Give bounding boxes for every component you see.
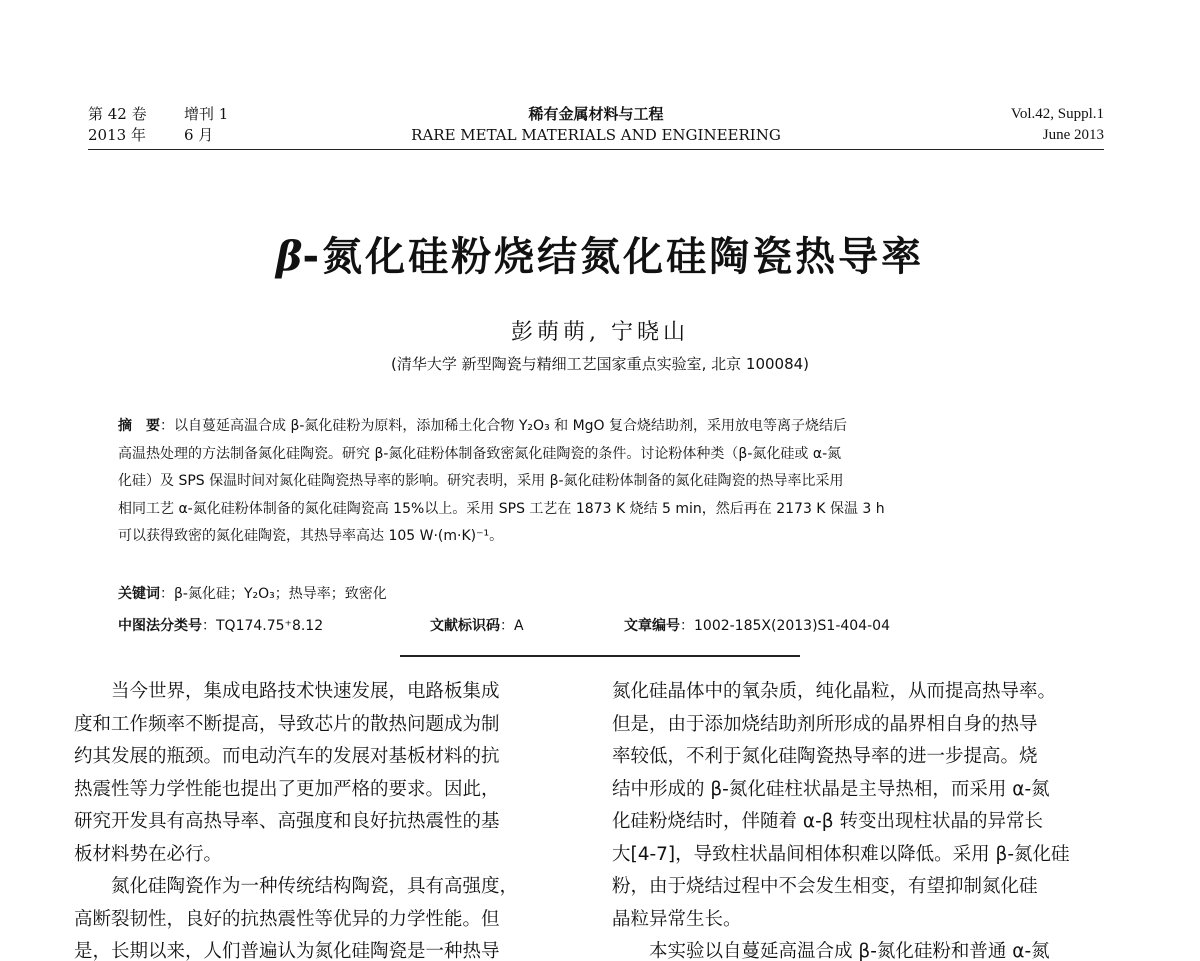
- body-line: 大[4-7]，导致柱状晶间相体积难以降低。采用 β-氮化硅: [612, 843, 1070, 865]
- body-line: 本实验以自蔓延高温合成 β-氮化硅粉和普通 α-氮: [649, 941, 1050, 961]
- keywords-label: 关键词: [118, 586, 160, 602]
- body-line: 约其发展的瓶颈。而电动汽车的发展对基板材料的抗: [74, 746, 500, 767]
- body-line: 结中形成的 β-氮化硅柱状晶是主导热相，而采用 α-氮: [612, 778, 1050, 800]
- header-date-en: June 2013: [1042, 127, 1104, 143]
- article-number-label: 文章编号: [624, 618, 680, 634]
- body-line: 当今世界，集成电路技术快速发展，电路板集成: [111, 681, 500, 702]
- header-issue: 增刊 1: [184, 105, 229, 123]
- section-divider: [400, 655, 800, 657]
- journal-name-en: RARE METAL MATERIALS AND ENGINEERING: [411, 126, 781, 144]
- doc-code-label: 文献标识码: [430, 618, 500, 634]
- abstract: [118, 413, 1063, 551]
- header-volume: 第 42 卷: [88, 105, 147, 123]
- body-line: 高断裂韧性，良好的抗热震性等优异的力学性能。但: [74, 908, 500, 930]
- header-rule: [88, 149, 1104, 150]
- title-text: -氮化硅粉烧结氮化硅陶瓷热导率: [302, 234, 925, 280]
- body-line: 是，长期以来，人们普遍认为氮化硅陶瓷是一种热导: [74, 941, 500, 961]
- doc-code-value: ：A: [500, 618, 524, 634]
- keywords: [118, 583, 387, 603]
- paper-affiliation: (清华大学 新型陶瓷与精细工艺国家重点实验室, 北京 100084): [390, 355, 810, 373]
- body-line: 率较低，不利于氮化硅陶瓷热导率的进一步提高。烧: [612, 746, 1038, 767]
- body-line: 氮化硅陶瓷作为一种传统结构陶瓷，具有高强度，: [111, 876, 519, 897]
- body-line: 度和工作频率不断提高，导致芯片的散热问题成为制: [74, 713, 500, 735]
- body-line: 化硅粉烧结时，伴随着 α-β 转变出现柱状晶的异常长: [612, 811, 1043, 832]
- body-line: 但是，由于添加烧结助剂所形成的晶界相自身的热导: [612, 713, 1038, 735]
- body-line: 研究开发具有高热导率、高强度和良好抗热震性的基: [74, 811, 500, 832]
- paper-authors: 彭萌萌, 宁晓山: [511, 320, 689, 345]
- clc-label: 中图法分类号: [118, 618, 202, 634]
- header-journal: [88, 104, 1104, 146]
- abstract-line: 相同工艺 α-氮化硅粉体制备的氮化硅陶瓷高 15%以上。采用 SPS 工艺在 1873 K 烧结 5 min，然后再在 2173 K 保温 3 h: [118, 500, 885, 517]
- article-number-value: ：1002-185X(2013)S1-404-04: [680, 618, 890, 634]
- abstract-line: 可以获得致密的氮化硅陶瓷，其热导率高达 105 W·(m·K)⁻¹。: [118, 528, 504, 544]
- header-month: 6 月: [184, 126, 214, 144]
- body-line: 晶粒异常生长。: [612, 908, 742, 930]
- body-line: 氮化硅晶体中的氧杂质，纯化晶粒，从而提高热导率。: [612, 681, 1057, 702]
- clc-value: ：TQ174.75⁺8.12: [202, 618, 324, 634]
- abstract-line: 化硅）及 SPS 保温时间对氮化硅陶瓷热导率的影响。研究表明，采用 β-氮化硅粉体制备的氮化硅陶瓷的热导率比采用: [118, 473, 844, 489]
- body-line: 粉，由于烧结过程中不会发生相变，有望抑制氮化硅: [612, 876, 1038, 897]
- classification-info: [118, 615, 890, 635]
- header-year: 2013 年: [88, 126, 146, 144]
- paper-title: [0, 225, 1200, 282]
- title-beta: β: [275, 233, 303, 280]
- body-line: 热震性等力学性能也提出了更加严格的要求。因此，: [74, 778, 500, 800]
- running-header: [88, 104, 1104, 150]
- abstract-line: 摘 要：以自蔓延高温合成 β-氮化硅粉为原料，添加稀土化合物 Y₂O₃ 和 MgO 复合烧结助剂，采用放电等离子烧结后: [118, 418, 848, 434]
- abstract-line: 高温热处理的方法制备氮化硅陶瓷。研究 β-氮化硅粉体制备致密氮化硅陶瓷的条件。讨论粉体种类（β-氮化硅或 α-氮: [118, 445, 842, 462]
- header-vol-en: [1011, 104, 1104, 146]
- keywords-value: ：β-氮化硅；Y₂O₃；热导率；致密化: [160, 586, 387, 602]
- body-column-left: [74, 676, 564, 961]
- journal-name-cn: 稀有金属材料与工程: [528, 105, 664, 123]
- header-vol-suppl: Vol.42, Suppl.1: [1010, 106, 1104, 122]
- body-column-right: [612, 676, 1106, 961]
- body-line: 板材料势在必行。: [74, 843, 223, 865]
- abstract-label: 摘 要: [118, 418, 160, 434]
